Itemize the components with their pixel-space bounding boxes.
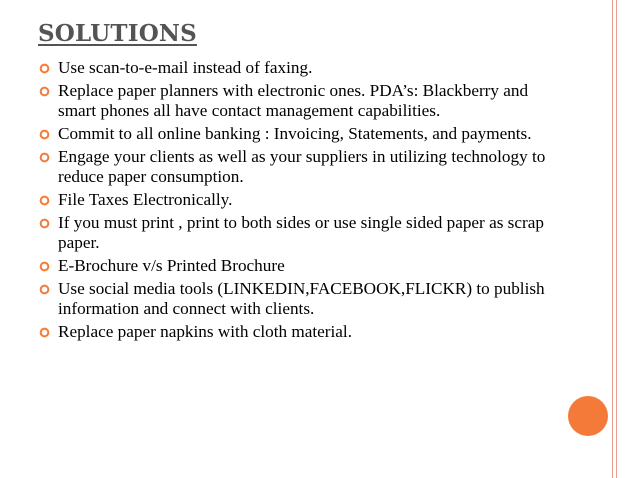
bullet-text: Replace paper napkins with cloth material. [58, 322, 352, 341]
hollow-circle-bullet-icon [39, 284, 50, 295]
hollow-circle-bullet-icon [39, 261, 50, 272]
bullet-list [38, 58, 568, 345]
vertical-rule-left [612, 0, 613, 478]
bullet-item [38, 213, 568, 254]
bullet-text: If you must print , print to both sides or use single sided paper as scrap paper. [58, 212, 544, 253]
bullet-item [38, 322, 568, 342]
accent-dot [568, 396, 608, 436]
bullet-item [38, 58, 568, 78]
hollow-circle-bullet-icon [39, 327, 50, 338]
bullet-text: Engage your clients as well as your suppliers in utilizing technology to reduce paper consumption. [58, 146, 546, 187]
hollow-circle-bullet-icon [39, 218, 50, 229]
bullet-text: Use social media tools (LINKEDIN,FACEBOOK,FLICKR) to publish information and connect with clients. [58, 278, 545, 319]
bullet-item [38, 81, 568, 122]
hollow-circle-bullet-icon [39, 129, 50, 140]
slide-title: SOLUTIONS [38, 20, 197, 47]
bullet-item [38, 190, 568, 210]
vertical-rule-right [616, 0, 617, 478]
bullet-text: Replace paper planners with electronic ones. PDA’s: Blackberry and smart phones all have contact management capabilities. [58, 80, 529, 121]
bullet-text: File Taxes Electronically. [58, 190, 233, 209]
hollow-circle-bullet-icon [39, 86, 50, 97]
bullet-text: Commit to all online banking : Invoicing, Statements, and payments. [58, 124, 532, 143]
hollow-circle-bullet-icon [39, 195, 50, 206]
bullet-item [38, 124, 568, 144]
bullet-item [38, 256, 568, 276]
hollow-circle-bullet-icon [39, 152, 50, 163]
bullet-item [38, 279, 568, 320]
bullet-text: E-Brochure v/s Printed Brochure [58, 256, 285, 275]
bullet-item [38, 147, 568, 188]
bullet-text: Use scan-to-e-mail instead of faxing. [58, 58, 313, 77]
hollow-circle-bullet-icon [39, 63, 50, 74]
